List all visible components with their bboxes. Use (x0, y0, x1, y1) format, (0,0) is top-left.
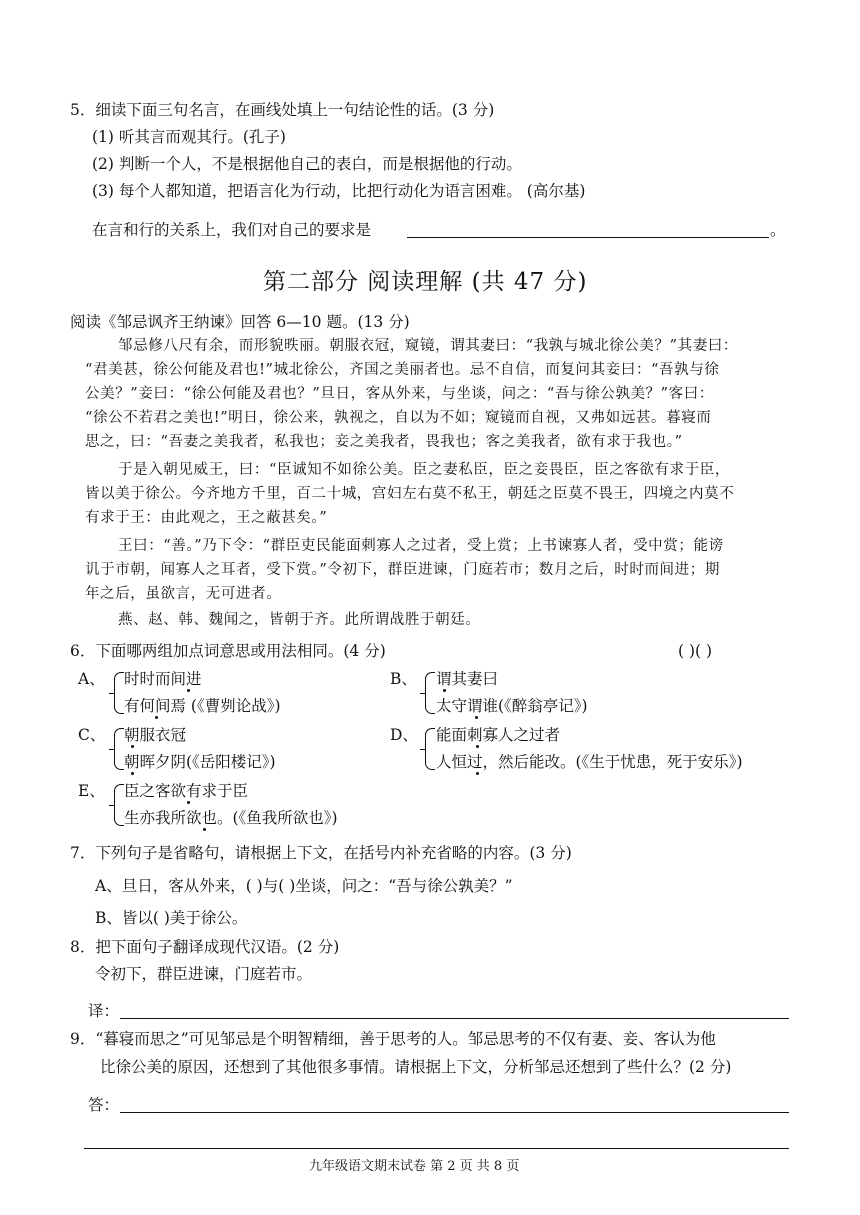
emphasis-dot (187, 801, 190, 804)
passage-line: 思之，曰：“吾妻之美我者，私我也；妾之美我者，畏我也；客之美我者，欲有求于我也。” (85, 434, 683, 450)
q7-item-a: A、旦日，客从外来，( )与( )坐谈，问之：“吾与徐公孰美？” (95, 877, 513, 895)
emphasis-dot (155, 716, 158, 719)
q6-option-b-brace (425, 672, 435, 714)
q6-option-e-line1: 臣之客欲有求于臣 (124, 782, 249, 800)
q8-title: 8．把下面句子翻译成现代汉语。(2 分) (70, 938, 340, 956)
q6-title: 6．下面哪两组加点词意思或用法相同。(4 分) (70, 642, 386, 660)
q5-item-3: (3) 每个人都知道，把语言化为行动，比把行动化为语言困难。 (高尔基) (92, 182, 586, 200)
q5-title: 5．细读下面三句名言，在画线处填上一句结论性的话。(3 分) (70, 101, 495, 119)
q6-option-b-label: B、 (390, 670, 417, 688)
q6-option-a-line2: 有何间焉 (《曹刿论战》) (124, 697, 281, 715)
passage-line: 年之后，虽欲言，无可进者。 (85, 586, 282, 602)
q6-option-c-line1: 朝服衣冠 (124, 726, 187, 744)
q5-answer-line[interactable] (407, 237, 769, 238)
q8-answer-label: 译： (88, 1002, 120, 1020)
q6-answer-blanks[interactable]: ( )( ) (678, 642, 713, 660)
emphasis-dot (187, 689, 190, 692)
part2-heading: 第二部分 阅读理解 (共 47 分) (263, 269, 588, 295)
q6-option-d-line2: 人恒过，然后能改。(《生于忧患，死于安乐》) (436, 753, 743, 771)
q5-answer-prefix: 在言和行的关系上，我们对自己的要求是 (92, 221, 372, 239)
passage-line: 于是入朝见威王，曰：“臣诚知不如徐公美。臣之妻私臣，臣之妾畏臣，臣之客欲有求于臣， (118, 462, 731, 478)
q6-option-e-label: E、 (78, 782, 105, 800)
passage-line: 有求于王：由此观之，王之蔽甚矣。” (85, 510, 328, 526)
q9-line2: 比徐公美的原因，还想到了其他很多事情。请根据上下文，分析邹忌还想到了些什么？(2 分) (100, 1058, 732, 1076)
q9-line1: 9．“暮寝而思之”可见邹忌是个明智精细，善于思考的人。邹忌思考的不仅有妻、妾、客认为他 (70, 1030, 716, 1048)
passage-line: “徐公不若君之美也!”明日，徐公来，孰视之，自以为不如；窥镜而自视，又弗如远甚。暮寝而 (85, 410, 712, 426)
q8-sentence: 令初下，群臣进谏，门庭若市。 (95, 965, 313, 983)
passage-line: 讥于市朝，闻寡人之耳者，受下赏。”令初下，群臣进谏，门庭若市；数月之后，时时而间进；期 (85, 562, 720, 578)
passage-line: 公美？”妾曰：“徐公何能及君也？”旦日，客从外来，与坐谈，问之：“吾与徐公孰美？”客曰： (85, 386, 714, 402)
q5-answer-suffix: 。 (770, 221, 786, 239)
page-footer: 九年级语文期末试卷 第 2 页 共 8 页 (309, 1159, 520, 1174)
q6-option-c-label: C、 (78, 726, 106, 744)
passage-line: 燕、赵、韩、魏闻之，皆朝于齐。此所谓战胜于朝廷。 (118, 612, 481, 628)
q6-option-d-label: D、 (390, 726, 418, 744)
q6-option-d-brace (425, 728, 435, 770)
q6-option-c-brace (114, 728, 124, 770)
q6-option-a-label: A、 (78, 670, 105, 688)
emphasis-dot (476, 745, 479, 748)
passage-line: 王曰：“善。”乃下令：“群臣吏民能面刺寡人之过者，受上赏；上书谏寡人者，受中赏；能谤 (118, 538, 724, 554)
emphasis-dot (131, 772, 134, 775)
q6-option-b-line2: 太守谓谁(《醉翁亭记》) (436, 697, 588, 715)
q7-title: 7．下列句子是省略句，请根据上下文，在括号内补充省略的内容。(3 分) (70, 844, 572, 862)
q6-option-d-line1: 能面刺寡人之过者 (436, 726, 561, 744)
q7-item-b: B、皆以( )美于徐公。 (95, 909, 248, 927)
q9-answer-label: 答： (88, 1096, 120, 1114)
passage-line: “君美甚，徐公何能及君也!”城北徐公，齐国之美丽者也。忌不自信，而复问其妾曰：“吾孰与徐 (85, 362, 720, 378)
q6-option-a-line1: 时时而间进 (124, 670, 202, 688)
q6-option-e-line2: 生亦我所欲也。(《鱼我所欲也》) (124, 809, 338, 827)
passage-line: 邹忌修八尺有余，而形貌昳丽。朝服衣冠，窥镜，谓其妻曰：“我孰与城北徐公美？”其妻曰： (118, 338, 739, 354)
emphasis-dot (443, 689, 446, 692)
q6-option-b-line1: 谓其妻曰 (436, 670, 499, 688)
footer-rule (84, 1148, 789, 1149)
q5-item-2: (2) 判断一个人，不是根据他自己的表白，而是根据他的行动。 (92, 155, 522, 173)
emphasis-dot (476, 772, 479, 775)
reading-intro: 阅读《邹忌讽齐王纳谏》回答 6—10 题。(13 分) (70, 313, 410, 331)
passage-line: 皆以美于徐公。今齐地方千里，百二十城，宫妇左右莫不私王，朝廷之臣莫不畏王，四境之内莫不 (85, 486, 735, 502)
emphasis-dot (475, 716, 478, 719)
q8-answer-line[interactable] (120, 1018, 789, 1019)
emphasis-dot (131, 745, 134, 748)
q9-answer-line[interactable] (120, 1112, 789, 1113)
emphasis-dot (203, 828, 206, 831)
q6-option-c-line2: 朝晖夕阴(《岳阳楼记》) (124, 753, 276, 771)
q6-option-a-brace (114, 672, 124, 714)
q5-item-1: (1) 听其言而观其行。(孔子) (92, 128, 286, 146)
q6-option-e-brace (114, 784, 124, 826)
